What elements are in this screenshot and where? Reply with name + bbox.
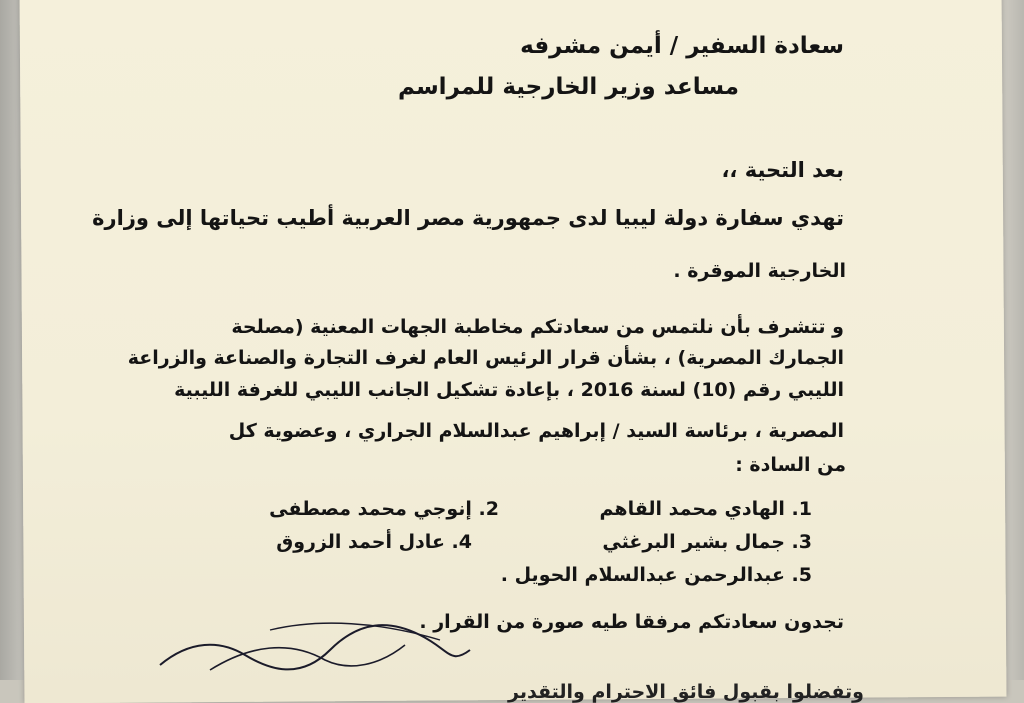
greeting: بعد التحية ،،: [721, 158, 844, 182]
recipient-title: مساعد وزير الخارجية للمراسم: [398, 74, 739, 100]
attachment-note: تجدون سعادتكم مرفقا طيه صورة من القرار .: [419, 611, 844, 633]
intro-line-2: الخارجية الموقرة .: [673, 260, 846, 282]
body-line-1: و تتشرف بأن نلتمس من سعادتكم مخاطبة الجهات المعنية (مصلحة: [231, 316, 844, 338]
body-line-5: من السادة :: [735, 454, 846, 476]
member-3: 3. جمال بشير البرغثي: [602, 531, 812, 553]
body-line-4: المصرية ، برئاسة السيد / إبراهيم عبدالسلام الجراري ، وعضوية كل: [228, 420, 844, 442]
member-1: 1. الهادي محمد القاهم: [599, 498, 812, 520]
member-2: 2. إنوجي محمد مصطفى: [269, 498, 499, 520]
body-line-3: الليبي رقم (10) لسنة 2016 ، بإعادة تشكيل الجانب الليبي للغرفة الليبية: [174, 379, 844, 401]
closing-line-partial: وتفضلوا بقبول فائق الاحترام والتقدير: [508, 681, 864, 703]
member-4: 4. عادل أحمد الزروق: [276, 531, 472, 553]
member-5: 5. عبدالرحمن عبدالسلام الحويل .: [500, 564, 812, 586]
body-line-2: الجمارك المصرية) ، بشأن قرار الرئيس العام لغرف التجارة والصناعة والزراعة: [127, 347, 844, 369]
signature-scribble: [150, 610, 480, 685]
intro-line-1: تهدي سفارة دولة ليبيا لدى جمهورية مصر العربية أطيب تحياتها إلى وزارة: [92, 206, 844, 230]
recipient-name: سعادة السفير / أيمن مشرفه: [520, 33, 844, 59]
